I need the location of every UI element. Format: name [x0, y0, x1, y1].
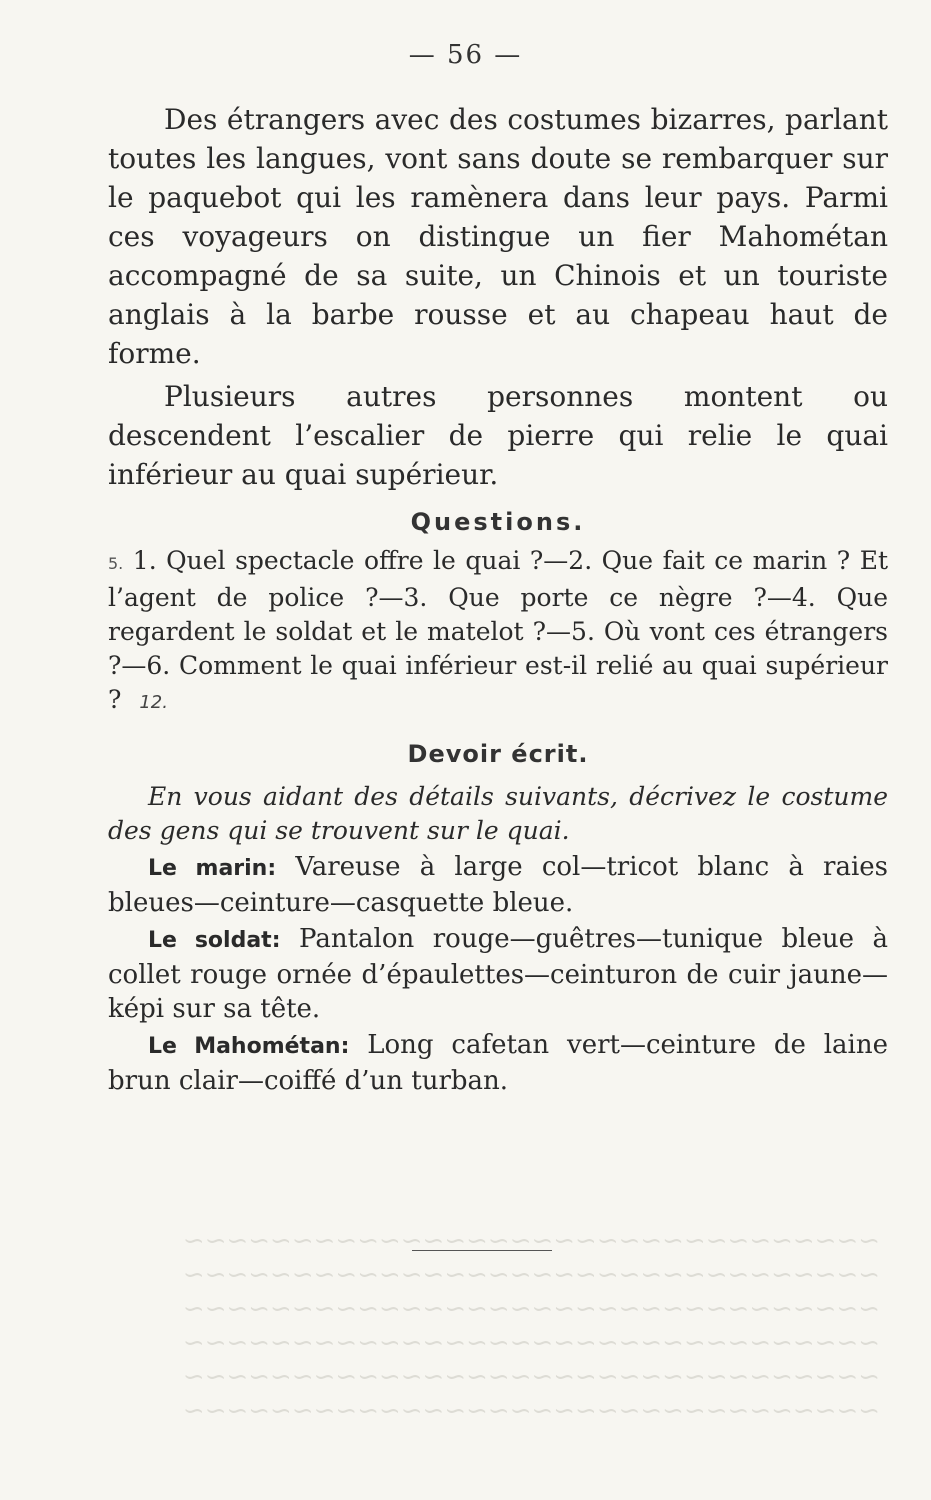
- item-text: Pantalon rouge—guêtres—tunique bleue à collet rouge ornée d’épaulettes—ceinturon de cuir jaune—képi sur sa tête.: [108, 924, 889, 1024]
- costume-item-mahometan: [108, 1028, 888, 1098]
- item-text: Vareuse à large col—tricot blanc à raies bleues—ceinture—casquette bleue.: [108, 852, 888, 918]
- show-through-decoration: ~~~~~~~~~~~~~~~~~~~~~~~~~~~~~~~~ ~~~~~~~~~~~~~~~~~~~~~~~~~~~~~~~~ ~~~~~~~~~~~~~~~~~~~~~~~~~~~~~~~~ ~~~~~~~~~~~~~~~~~~~~~~~~~~~~~~~~ ~~~~~~~~~~~~~~~~~~~~~~~~~~~~~~~~ ~~~~~~~~~~~~~~~~~~~~~~~~~~~~~~~~: [182, 1226, 880, 1426]
- item-label: Le soldat:: [148, 928, 281, 953]
- questions-block: [108, 544, 888, 720]
- item-text: Long cafetan vert—ceinture de laine brun clair—coiffé d’un turban.: [108, 1030, 888, 1096]
- page-number: — 56 —: [408, 40, 523, 70]
- paragraph-1: Des étrangers avec des costumes bizarres, parlant toutes les langues, vont sans doute se rembarquer sur le paquebot qui les ramènera dans leur pays. Parmi ces voyageurs on distingue un fier Mahométan accompagné de sa suite, un Chinois et un touriste anglais à la barbe rousse et au chapeau haut de forme.: [108, 103, 888, 370]
- section-divider: [412, 1250, 552, 1251]
- devoir-instruction: En vous aidant des détails suivants, décrivez le costume des gens qui se trouvent sur le quai.: [108, 782, 888, 845]
- item-label: Le marin:: [148, 856, 277, 881]
- page-content: [108, 100, 888, 1098]
- handwritten-note: 12.: [139, 692, 168, 713]
- questions-heading: Questions.: [410, 508, 586, 536]
- questions-text: 1. Quel spectacle offre le quai ?—2. Que fait ce marin ? Et l’agent de police ?—3. Que porte ce nègre ?—4. Que regardent le soldat et le matelot ?—5. Où vont ces étrangers ?—6. Comment le quai inférieur est-il relié au quai supérieur ?: [108, 546, 889, 714]
- costume-item-marin: [108, 850, 888, 920]
- margin-mark: 5.: [108, 554, 124, 573]
- costume-item-soldat: [108, 922, 888, 1026]
- devoir-heading: Devoir écrit.: [407, 740, 589, 768]
- item-label: Le Mahométan:: [148, 1034, 350, 1059]
- paragraph-2: Plusieurs autres personnes montent ou descendent l’escalier de pierre qui relie le quai inférieur au quai supérieur.: [108, 380, 888, 491]
